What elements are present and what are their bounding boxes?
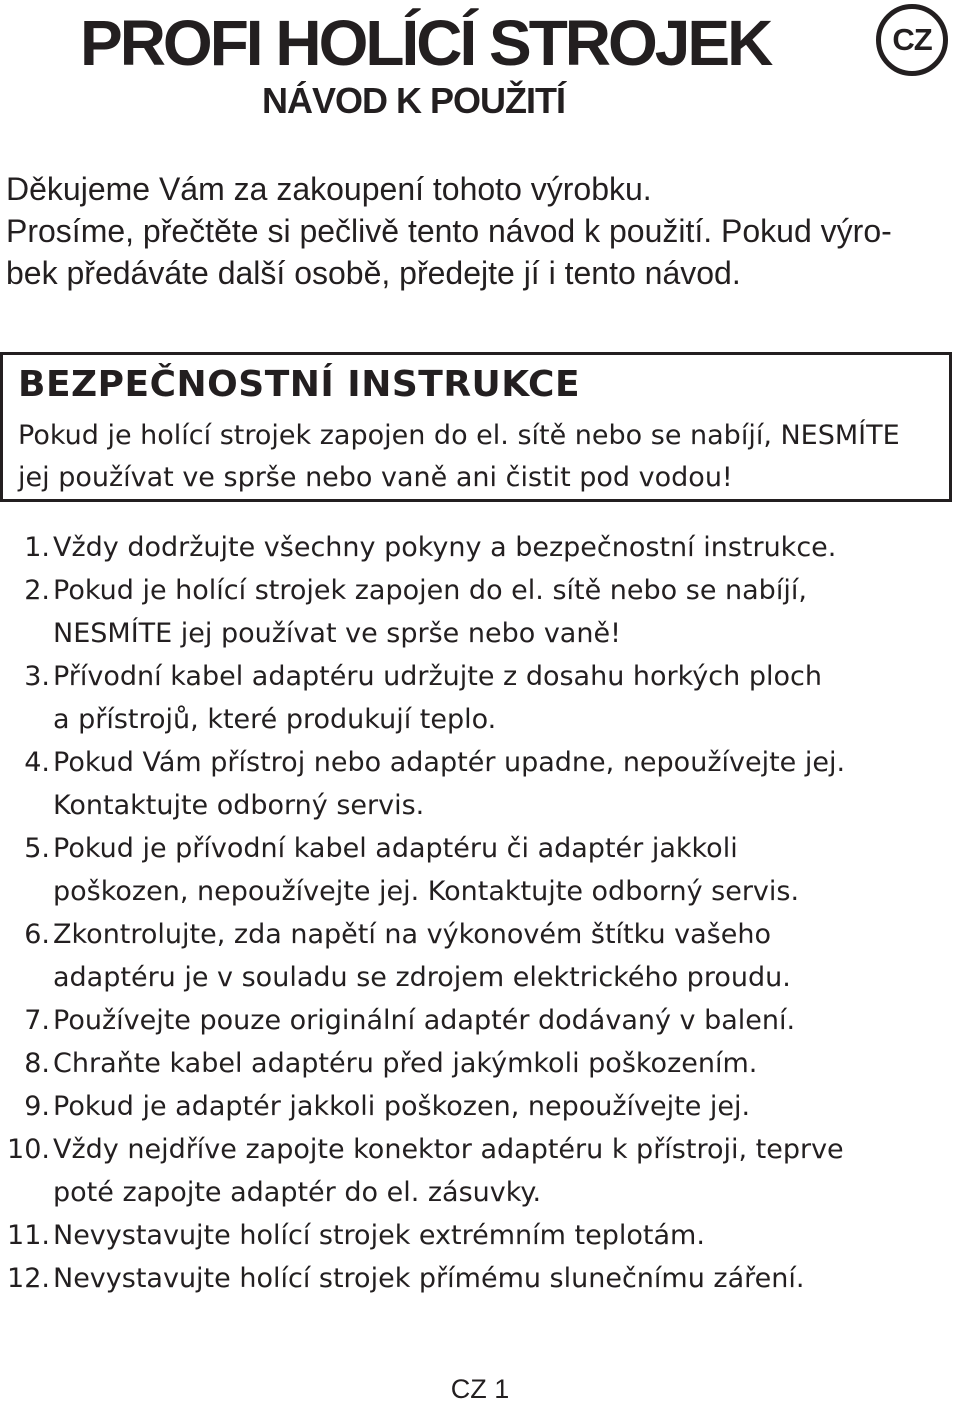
country-badge: CZ [876,4,948,76]
instruction-number: 11. [7,1220,50,1251]
instruction-number: 8. [24,1048,50,1079]
page-title: PROFI HOLÍCÍ STROJEK [80,7,771,79]
instruction-text: Pokud je přívodní kabel adaptéru či adaptér jakkoli [53,833,738,864]
page-number: CZ 1 [450,1374,510,1404]
instruction-item [0,1085,955,1128]
instruction-number: 12. [7,1263,50,1294]
instruction-text: Pokud je holící strojek zapojen do el. sítě nebo se nabíjí, [53,575,807,606]
instruction-item [0,1128,955,1214]
instruction-item [0,741,955,827]
safety-line: Pokud je holící strojek zapojen do el. sítě nebo se nabíjí, NESMÍTE [18,420,900,451]
instruction-item [0,1257,955,1300]
instruction-number: 10. [7,1134,50,1165]
instruction-text: poškozen, nepoužívejte jej. Kontaktujte odborný servis. [53,876,800,907]
intro-text [6,168,956,294]
intro-line: Děkujeme Vám za zakoupení tohoto výrobku. [6,171,652,207]
page-subtitle: NÁVOD K POUŽITÍ [262,80,566,121]
instruction-text: Pokud Vám přístroj nebo adaptér upadne, nepoužívejte jej. [53,747,846,778]
instruction-text: Chraňte kabel adaptéru před jakýmkoli poškozením. [53,1048,758,1079]
instruction-number: 5. [24,833,50,864]
instruction-item [0,1214,955,1257]
instruction-item [0,569,955,655]
instruction-text: adaptéru je v souladu se zdrojem elektrického proudu. [53,962,791,993]
instruction-number: 4. [24,747,50,778]
instruction-item [0,827,955,913]
instruction-text: Nevystavujte holící strojek extrémním teplotám. [53,1220,705,1251]
instruction-list [0,526,955,1300]
instruction-text: Pokud je adaptér jakkoli poškozen, nepoužívejte jej. [53,1091,751,1122]
instruction-item [0,913,955,999]
safety-box [0,352,952,502]
instruction-number: 9. [24,1091,50,1122]
instruction-number: 3. [24,661,50,692]
instruction-text: Kontaktujte odborný servis. [53,790,425,821]
safety-line: jej používat ve sprše nebo vaně ani čistit pod vodou! [18,462,733,493]
intro-line: bek předáváte další osobě, předejte jí i tento návod. [6,255,741,291]
instruction-text: Vždy nejdříve zapojte konektor adaptéru k přístroji, teprve [53,1134,844,1165]
intro-line: Prosíme, přečtěte si pečlivě tento návod k použití. Pokud výro- [6,213,892,249]
instruction-number: 7. [24,1005,50,1036]
instruction-number: 6. [24,919,50,950]
instruction-text: Nevystavujte holící strojek přímému slunečnímu záření. [53,1263,805,1294]
instruction-item [0,526,955,569]
instruction-text: Zkontrolujte, zda napětí na výkonovém štítku vašeho [53,919,771,950]
instruction-text: poté zapojte adaptér do el. zásuvky. [53,1177,542,1208]
instruction-number: 2. [24,575,50,606]
instruction-item [0,655,955,741]
safety-text [18,415,900,499]
safety-title: BEZPEČNOSTNÍ INSTRUKCE [18,364,581,405]
instruction-item [0,1042,955,1085]
instruction-text: Používejte pouze originální adaptér dodávaný v balení. [53,1005,796,1036]
instruction-text: Přívodní kabel adaptéru udržujte z dosahu horkých ploch [53,661,822,692]
instruction-text: NESMÍTE jej používat ve sprše nebo vaně! [53,618,621,649]
instruction-text: Vždy dodržujte všechny pokyny a bezpečnostní instrukce. [53,532,837,563]
instruction-text: a přístrojů, které produkují teplo. [53,704,497,735]
instruction-number: 1. [24,532,50,563]
instruction-item [0,999,955,1042]
